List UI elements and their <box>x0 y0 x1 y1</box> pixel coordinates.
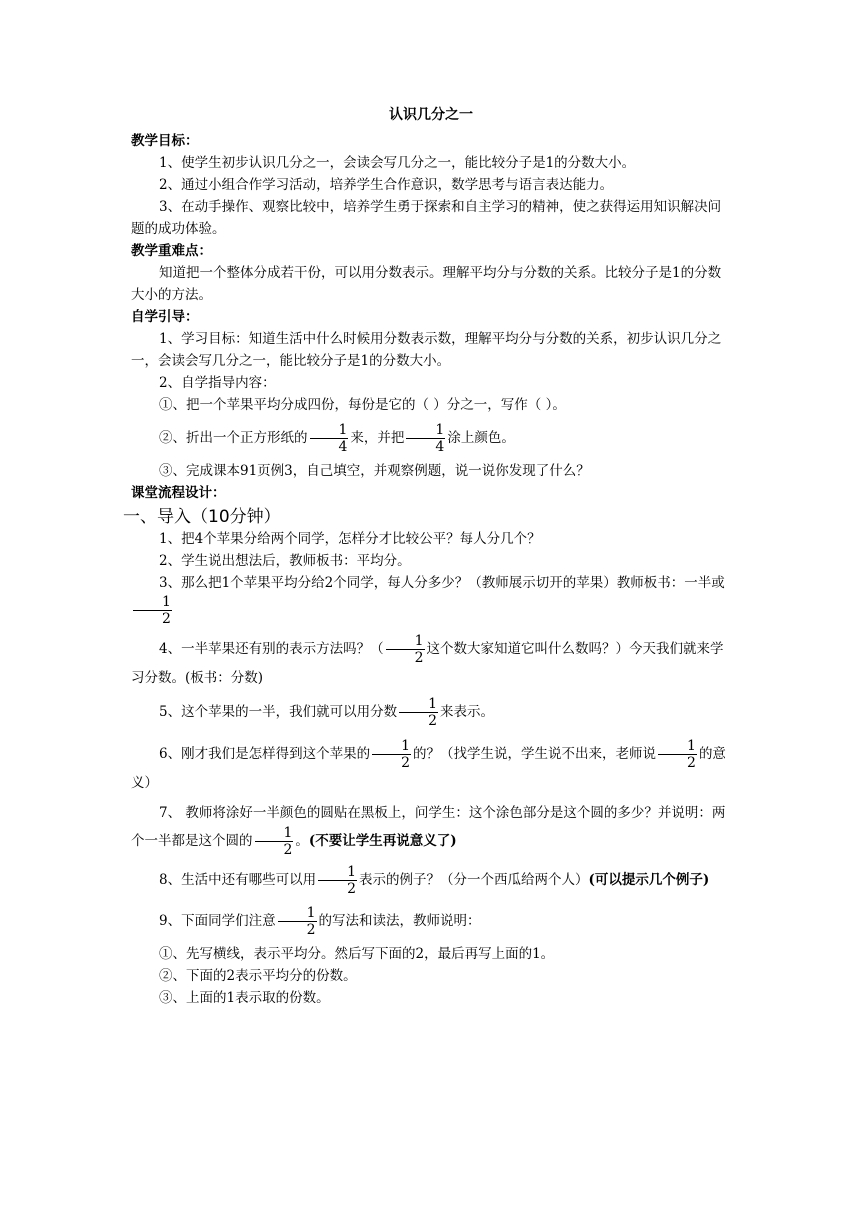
self-study-item-2 <box>131 416 731 460</box>
key-points-text: 知道把一个整体分成若干份，可以用分数表示。理解平均分与分数的关系。比较分子是1的分数大小的方法。 <box>131 265 722 303</box>
fraction-one-quarter: $\frac{1}{4}$ <box>406 422 445 455</box>
objective-3: 3、在动手操作、观察比较中，培养学生勇于探索和自主学习的精神，使之获得运用知识解决问题的成功体验。 <box>131 199 722 237</box>
step-2: 2、学生说出想法后，教师板书：平均分。 <box>159 553 411 569</box>
objective-2: 2、通过小组合作学习活动，培养学生合作意识，数学思考与语言表达能力。 <box>159 177 614 193</box>
page-title: 认识几分之一 <box>389 107 473 123</box>
step-9-note-2: ②、下面的2表示平均分的份数。 <box>159 968 357 984</box>
self-study-item-1: ①、把一个苹果平均分成四份，每份是它的（ ）分之一，写作（ ）。 <box>159 397 566 413</box>
fraction-one-half: $\frac{1}{2}$ <box>318 864 357 897</box>
self-study-goal: 1、学习目标：知道生活中什么时候用分数表示数，理解平均分与分数的关系，初步认识几分之一，会读会写几分之一，能比较分子是1的分数大小。 <box>131 331 722 369</box>
step-7-bold-note: (不要让学生再说意义了) <box>308 833 457 849</box>
step-9-note-3: ③、上面的1表示取的份数。 <box>159 990 330 1006</box>
objectives-heading: 教学目标： <box>131 133 199 149</box>
fraction-one-quarter: $\frac{1}{4}$ <box>310 422 349 455</box>
step-3: 3、那么把1个苹果平均分给2个同学，每人分多少？（教师展示切开的苹果）教师板书：一半或 $\frac{1}{2}$ <box>131 572 731 627</box>
step-8: 8、生活中还有哪些可以用 $\frac{1}{2}$ 表示的例子？（分一个西瓜给两个人）(可以提示几个例子) <box>159 864 710 897</box>
fraction-one-half: $\frac{1}{2}$ <box>255 825 294 858</box>
self-study-heading: 自学引导： <box>131 309 199 325</box>
step-7: 7、 教师将涂好一半颜色的圆贴在黑板上，问学生：这个涂色部分是这个圆的多少？并说明：两个一半都是这个圆的 $\frac{1}{2}$ 。(不要让学生再说意义了) <box>131 805 726 858</box>
item2-text-c: 涂上颜色。 <box>447 430 515 446</box>
fraction-one-half: $\frac{1}{2}$ <box>278 905 317 938</box>
fraction-one-half: $\frac{1}{2}$ <box>133 594 172 627</box>
step-9: 9、下面同学们注意 $\frac{1}{2}$ 的写法和读法，教师说明： <box>159 905 481 938</box>
step-1: 1、把4个苹果分给两个同学，怎样分才比较公平？每人分几个？ <box>159 531 541 547</box>
document-page <box>123 104 731 1009</box>
self-study-item-3: ③、完成课本91页例3，自己填空，并观察例题，说一说你发现了什么？ <box>159 463 590 479</box>
objective-1: 1、使学生初步认识几分之一，会读会写几分之一，能比较分子是1的分数大小。 <box>159 155 636 171</box>
step-6: 6、刚才我们是怎样得到这个苹果的 $\frac{1}{2}$ 的？（找学生说，学生说不出来，老师说 $\frac{1}{2}$ 的意义） <box>131 738 726 791</box>
fraction-one-half: $\frac{1}{2}$ <box>386 633 425 666</box>
step-9-note-1: ①、先写横线，表示平均分。然后写下面的2，最后再写上面的1。 <box>159 946 555 962</box>
step-4: 4、一半苹果还有别的表示方法吗？（ $\frac{1}{2}$ 这个数大家知道它叫什么数吗？）今天我们就来学习分数。(板书：分数) <box>131 633 724 686</box>
flow-heading: 课堂流程设计： <box>131 485 226 501</box>
section-1-heading: 一、导入（10分钟） <box>123 507 281 527</box>
fraction-one-half: $\frac{1}{2}$ <box>372 738 411 771</box>
fraction-one-half: $\frac{1}{2}$ <box>399 696 438 729</box>
key-points-heading: 教学重难点： <box>131 243 212 259</box>
item2-text-b: 来，并把 <box>350 430 405 446</box>
self-study-content-label: 2、自学指导内容： <box>159 375 276 391</box>
fraction-one-half: $\frac{1}{2}$ <box>658 738 697 771</box>
item2-text-a: ②、折出一个正方形纸的 <box>159 430 308 446</box>
step-5: 5、这个苹果的一半，我们就可以用分数 $\frac{1}{2}$ 来表示。 <box>159 696 495 729</box>
step-8-bold-note: (可以提示几个例子) <box>588 872 710 888</box>
